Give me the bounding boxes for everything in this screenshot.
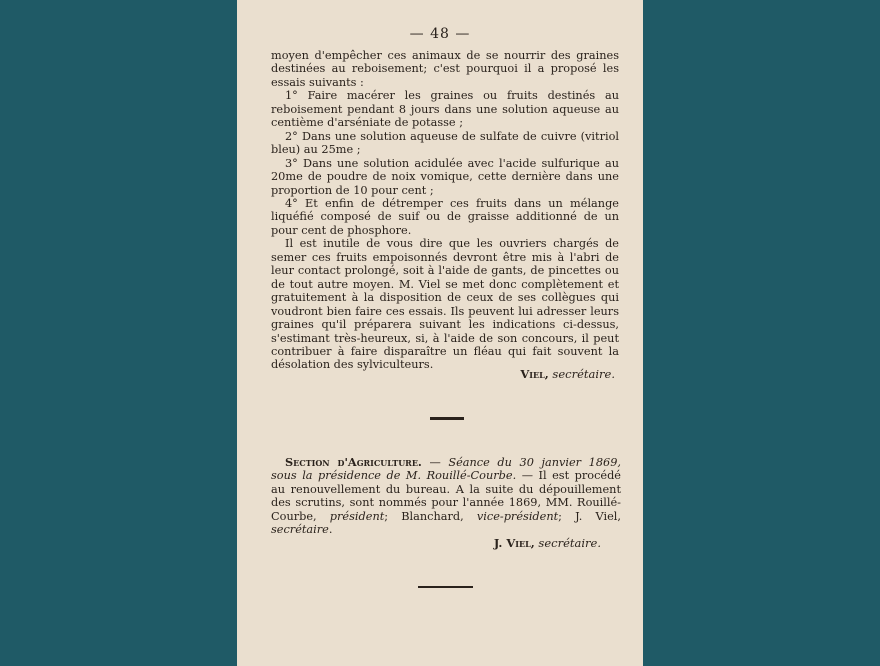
page-number: — 48 —: [409, 26, 471, 42]
section-text-d: .: [328, 523, 333, 537]
closing-rule: [418, 586, 473, 588]
role-vice-president: vice-président: [476, 509, 559, 523]
signature-viel: [271, 367, 615, 381]
paragraph-item-1: 1° Faire macérer les graines ou fruits destinés au reboisement pendant 8 jours dans une solution aqueuse au centième d'arséniate de potasse ;: [271, 89, 619, 130]
book-page: [237, 0, 643, 666]
role-president: président: [329, 509, 385, 523]
paragraph-conclusion: Il est inutile de vous dire que les ouvriers chargés de semer ces fruits empoisonnés devront être mis à l'abri de leur contact prolongé, soit à l'aide de gants, de pincettes ou de tout autre moyen. M. Viel se met donc complètement et gratuitement à la disposition de ceux de ses collègues qui voudront bien faire ces essais. Ils peuvent lui adresser leurs graines qu'il préparera suivant les indications ci-dessus, s'estimant très-heureux, si, à l'aide de son concours, il peut contribuer à faire disparaître un fléau qui fait souvent la désolation des sylviculteurs.: [271, 237, 619, 372]
section-heading: Section d'Agriculture.: [285, 455, 422, 469]
signature-name: J. Viel,: [493, 536, 535, 550]
paragraph-continuation: moyen d'empêcher ces animaux de se nourrir des graines destinées au reboisement; c'est pourquoi il a proposé les essais suivants :: [271, 49, 619, 89]
section-text-a: — Il est procédé au renouvellement du bureau. A la suite du dépouillement des scrutins, sont nommés pour l'année 1869, MM. Rouillé-Courbe,: [271, 469, 621, 523]
signature-j-viel: [271, 536, 601, 550]
section-divider: [430, 417, 464, 420]
role-secretaire: secrétaire: [271, 523, 329, 537]
signature-title: secrétaire.: [538, 536, 601, 550]
signature-title: secrétaire.: [552, 367, 615, 381]
paragraph-item-2: 2° Dans une solution aqueuse de sulfate de cuivre (vitriol bleu) au 25me ;: [271, 129, 619, 157]
section-agriculture: [271, 456, 621, 537]
section-text-c: ; J. Viel,: [558, 509, 621, 523]
section-text-b: ; Blanchard,: [384, 509, 477, 523]
body-text: [271, 49, 619, 372]
section-dash: —: [421, 456, 449, 469]
signature-name: Viel,: [520, 367, 549, 381]
seance-line: Séance du 30 janvier 1869, sous la présidence de M. Rouillé-Courbe.: [271, 456, 622, 483]
paragraph-item-3: 3° Dans une solution acidulée avec l'acide sulfurique au 20me de poudre de noix vomique, cette dernière dans une proportion de 10 pour cent ;: [271, 156, 619, 197]
paragraph-item-4: 4° Et enfin de détremper ces fruits dans un mélange liquéfié composé de suif ou de graisse additionné de un pour cent de phosphore.: [271, 196, 619, 237]
